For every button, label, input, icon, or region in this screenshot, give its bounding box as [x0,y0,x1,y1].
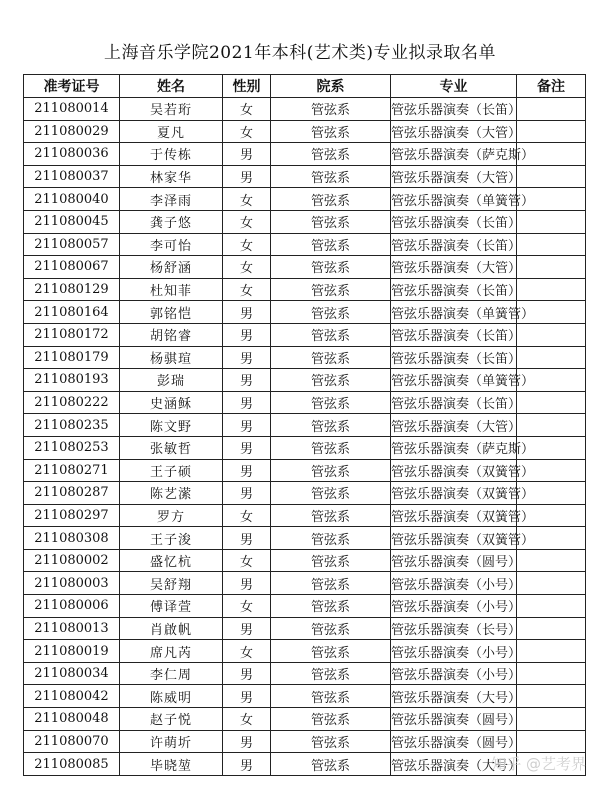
cell-name: 陈威明 [120,685,223,708]
table-row [24,188,586,211]
table-row [24,120,586,143]
cell-major: 管弦乐器演奏（圆号） [391,730,517,753]
table-row [24,165,586,188]
cell-major: 管弦乐器演奏（单簧管） [391,188,517,211]
cell-major: 管弦乐器演奏（圆号） [391,708,517,731]
cell-name: 张敏哲 [120,436,223,459]
cell-remark [517,708,586,731]
cell-name: 陈艺潆 [120,482,223,505]
cell-exam-id: 211080042 [24,685,120,708]
cell-gender: 男 [223,572,271,595]
cell-name: 杜知菲 [120,278,223,301]
cell-remark [517,233,586,256]
column-header-exam-id: 准考证号 [24,75,120,98]
cell-name: 彭瑞 [120,369,223,392]
cell-major: 管弦乐器演奏（小号） [391,640,517,663]
cell-remark [517,640,586,663]
cell-remark [517,572,586,595]
table-row [24,210,586,233]
cell-name: 席凡芮 [120,640,223,663]
cell-gender: 男 [223,482,271,505]
table-row [24,301,586,324]
cell-gender: 男 [223,753,271,776]
cell-exam-id: 211080034 [24,662,120,685]
cell-name: 龚子悠 [120,210,223,233]
cell-major: 管弦乐器演奏（单簧管） [391,369,517,392]
cell-remark [517,323,586,346]
cell-exam-id: 211080271 [24,459,120,482]
cell-department: 管弦系 [271,120,391,143]
cell-remark [517,391,586,414]
cell-remark [517,685,586,708]
cell-remark [517,414,586,437]
table-row [24,685,586,708]
cell-department: 管弦系 [271,685,391,708]
cell-department: 管弦系 [271,143,391,166]
cell-exam-id: 211080006 [24,595,120,618]
cell-department: 管弦系 [271,730,391,753]
table-row [24,662,586,685]
table-row [24,436,586,459]
cell-major: 管弦乐器演奏（长笛） [391,98,517,121]
cell-exam-id: 211080037 [24,165,120,188]
cell-major: 管弦乐器演奏（小号） [391,595,517,618]
cell-department: 管弦系 [271,98,391,121]
cell-major: 管弦乐器演奏（双簧管） [391,527,517,550]
cell-major: 管弦乐器演奏（长笛） [391,210,517,233]
cell-name: 王子浚 [120,527,223,550]
table-row [24,256,586,279]
cell-name: 王子硕 [120,459,223,482]
cell-gender: 女 [223,210,271,233]
cell-department: 管弦系 [271,595,391,618]
cell-name: 陈文野 [120,414,223,437]
table-row [24,504,586,527]
table-body [24,98,586,776]
admission-table [23,74,586,776]
cell-major: 管弦乐器演奏（大管） [391,165,517,188]
cell-gender: 男 [223,730,271,753]
cell-gender: 男 [223,459,271,482]
cell-exam-id: 211080040 [24,188,120,211]
cell-name: 盛忆杭 [120,549,223,572]
cell-department: 管弦系 [271,256,391,279]
table-row [24,459,586,482]
table-row [24,414,586,437]
cell-gender: 男 [223,165,271,188]
table-row [24,640,586,663]
cell-exam-id: 211080222 [24,391,120,414]
cell-gender: 男 [223,143,271,166]
table-row [24,708,586,731]
cell-department: 管弦系 [271,414,391,437]
table-row [24,572,586,595]
cell-department: 管弦系 [271,188,391,211]
cell-exam-id: 211080057 [24,233,120,256]
cell-gender: 男 [223,369,271,392]
cell-remark [517,256,586,279]
cell-gender: 男 [223,391,271,414]
cell-major: 管弦乐器演奏（大号） [391,753,517,776]
cell-major: 管弦乐器演奏（小号） [391,662,517,685]
cell-gender: 女 [223,549,271,572]
cell-gender: 女 [223,120,271,143]
cell-major: 管弦乐器演奏（长笛） [391,233,517,256]
cell-exam-id: 211080253 [24,436,120,459]
cell-exam-id: 211080308 [24,527,120,550]
cell-exam-id: 211080193 [24,369,120,392]
table-row [24,391,586,414]
cell-department: 管弦系 [271,753,391,776]
cell-major: 管弦乐器演奏（双簧管） [391,459,517,482]
cell-major: 管弦乐器演奏（双簧管） [391,482,517,505]
column-header-department: 院系 [271,75,391,98]
cell-major: 管弦乐器演奏（长笛） [391,323,517,346]
cell-remark [517,730,586,753]
cell-gender: 男 [223,527,271,550]
cell-name: 吴若珩 [120,98,223,121]
cell-exam-id: 211080002 [24,549,120,572]
cell-exam-id: 211080297 [24,504,120,527]
cell-department: 管弦系 [271,504,391,527]
cell-department: 管弦系 [271,708,391,731]
cell-exam-id: 211080003 [24,572,120,595]
cell-name: 吴舒翔 [120,572,223,595]
cell-gender: 女 [223,278,271,301]
column-header-name: 姓名 [120,75,223,98]
cell-gender: 男 [223,617,271,640]
cell-gender: 男 [223,662,271,685]
table-row [24,346,586,369]
cell-gender: 女 [223,188,271,211]
cell-department: 管弦系 [271,323,391,346]
cell-exam-id: 211080013 [24,617,120,640]
cell-remark [517,662,586,685]
cell-exam-id: 211080172 [24,323,120,346]
cell-major: 管弦乐器演奏（长笛） [391,391,517,414]
column-header-remark: 备注 [517,75,586,98]
table-row [24,617,586,640]
cell-major: 管弦乐器演奏（大管） [391,256,517,279]
cell-remark [517,549,586,572]
cell-department: 管弦系 [271,549,391,572]
cell-major: 管弦乐器演奏（长号） [391,617,517,640]
cell-gender: 女 [223,708,271,731]
cell-exam-id: 211080029 [24,120,120,143]
cell-name: 李可怡 [120,233,223,256]
cell-remark [517,617,586,640]
cell-remark [517,165,586,188]
cell-exam-id: 211080070 [24,730,120,753]
cell-name: 肖啟帆 [120,617,223,640]
cell-department: 管弦系 [271,210,391,233]
cell-name: 夏凡 [120,120,223,143]
cell-gender: 男 [223,436,271,459]
cell-major: 管弦乐器演奏（圆号） [391,549,517,572]
cell-major: 管弦乐器演奏（长笛） [391,346,517,369]
cell-gender: 男 [223,685,271,708]
cell-department: 管弦系 [271,482,391,505]
cell-name: 赵子悦 [120,708,223,731]
cell-name: 傅译萱 [120,595,223,618]
cell-name: 史涵稣 [120,391,223,414]
cell-gender: 女 [223,640,271,663]
cell-exam-id: 211080036 [24,143,120,166]
cell-name: 罗方 [120,504,223,527]
cell-remark [517,120,586,143]
cell-gender: 女 [223,233,271,256]
cell-exam-id: 211080067 [24,256,120,279]
cell-exam-id: 211080129 [24,278,120,301]
cell-exam-id: 211080045 [24,210,120,233]
table-row [24,482,586,505]
cell-department: 管弦系 [271,391,391,414]
cell-name: 李仁周 [120,662,223,685]
cell-department: 管弦系 [271,165,391,188]
column-header-gender: 性别 [223,75,271,98]
cell-remark [517,595,586,618]
cell-exam-id: 211080235 [24,414,120,437]
cell-gender: 女 [223,256,271,279]
cell-exam-id: 211080287 [24,482,120,505]
cell-department: 管弦系 [271,278,391,301]
cell-department: 管弦系 [271,369,391,392]
table-row [24,527,586,550]
cell-department: 管弦系 [271,572,391,595]
cell-major: 管弦乐器演奏（大管） [391,120,517,143]
cell-gender: 女 [223,595,271,618]
cell-exam-id: 211080085 [24,753,120,776]
table-header-row [24,75,586,98]
cell-exam-id: 211080048 [24,708,120,731]
cell-major: 管弦乐器演奏（双簧管） [391,504,517,527]
cell-gender: 男 [223,346,271,369]
cell-exam-id: 211080179 [24,346,120,369]
table-row [24,98,586,121]
cell-major: 管弦乐器演奏（长笛） [391,278,517,301]
cell-major: 管弦乐器演奏（小号） [391,572,517,595]
cell-gender: 男 [223,414,271,437]
cell-major: 管弦乐器演奏（萨克斯） [391,143,517,166]
cell-department: 管弦系 [271,301,391,324]
cell-name: 李泽雨 [120,188,223,211]
watermark-text: 知乎 @艺考界 [491,755,586,773]
cell-department: 管弦系 [271,617,391,640]
table-row [24,549,586,572]
table-row [24,323,586,346]
cell-name: 杨骐瑄 [120,346,223,369]
cell-remark [517,98,586,121]
cell-name: 胡铭睿 [120,323,223,346]
cell-remark [517,346,586,369]
cell-name: 郭铭恺 [120,301,223,324]
cell-name: 于传栋 [120,143,223,166]
cell-department: 管弦系 [271,436,391,459]
table-row [24,143,586,166]
cell-major: 管弦乐器演奏（单簧管） [391,301,517,324]
cell-name: 林家华 [120,165,223,188]
cell-remark [517,278,586,301]
cell-department: 管弦系 [271,527,391,550]
cell-name: 毕晓堃 [120,753,223,776]
cell-gender: 男 [223,301,271,324]
cell-name: 许萌圻 [120,730,223,753]
table-row [24,730,586,753]
column-header-major: 专业 [391,75,517,98]
cell-exam-id: 211080164 [24,301,120,324]
cell-gender: 女 [223,504,271,527]
cell-department: 管弦系 [271,640,391,663]
cell-major: 管弦乐器演奏（大号） [391,685,517,708]
cell-major: 管弦乐器演奏（大管） [391,414,517,437]
document-title: 上海音乐学院2021年本科(艺术类)专业拟录取名单 [103,43,497,63]
table-row [24,595,586,618]
cell-department: 管弦系 [271,662,391,685]
table-row [24,369,586,392]
cell-department: 管弦系 [271,459,391,482]
cell-gender: 女 [223,98,271,121]
cell-exam-id: 211080019 [24,640,120,663]
cell-department: 管弦系 [271,233,391,256]
cell-gender: 男 [223,323,271,346]
cell-remark [517,210,586,233]
cell-name: 杨舒涵 [120,256,223,279]
cell-major: 管弦乐器演奏（萨克斯） [391,436,517,459]
table-row [24,233,586,256]
cell-department: 管弦系 [271,346,391,369]
cell-exam-id: 211080014 [24,98,120,121]
table-row [24,278,586,301]
